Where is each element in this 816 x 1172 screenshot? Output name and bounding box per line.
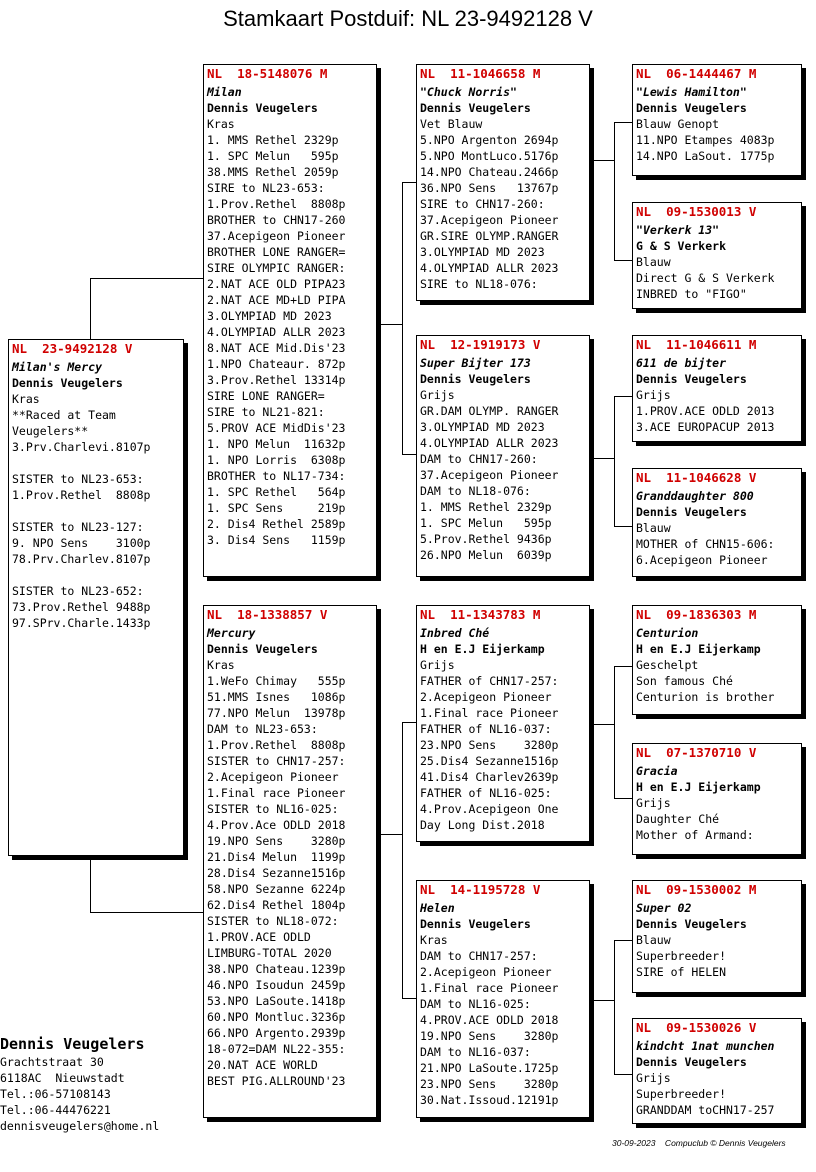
info-line: 3. Dis4 Sens 1159p: [207, 533, 346, 547]
info-line: 8.NAT ACE Mid.Dis'23: [207, 341, 346, 355]
info-line: LIMBURG-TOTAL 2020: [207, 946, 332, 960]
info-line: 23.NPO Sens 3280p: [420, 1077, 559, 1091]
connector-line: [614, 122, 632, 123]
ring-number: NL 09-1530013 V: [636, 204, 757, 219]
footer-credit: 30-09-2023 Compuclub © Dennis Veugelers: [612, 1138, 786, 1148]
pigeon-card-ssd: [632, 202, 802, 309]
pigeon-card-sire-sire: [416, 64, 590, 301]
info-line: 3.OLYMPIAD MD 2023: [420, 420, 545, 434]
info-line: 2.Acepigeon Pioneer: [420, 690, 552, 704]
pigeon-card-dam: [203, 605, 377, 1118]
info-line: 62.Dis4 Rethel 1804p: [207, 898, 346, 912]
info-line: Grijs: [636, 796, 671, 810]
info-line: 19.NPO Sens 3280p: [207, 834, 346, 848]
info-line: 23.NPO Sens 3280p: [420, 738, 559, 752]
info-line: MOTHER of CHN15-606:: [636, 537, 775, 551]
info-line: 1.Final race Pioneer: [207, 786, 346, 800]
info-line: BEST PIG.ALLROUND'23: [207, 1074, 346, 1088]
info-line: BROTHER to NL17-734:: [207, 469, 346, 483]
connector-line: [90, 856, 91, 912]
ring-number: NL 09-1530026 V: [636, 1020, 757, 1035]
info-line: 1. NPO Melun 11632p: [207, 437, 346, 451]
pigeon-name: Centurion: [636, 626, 699, 640]
info-line: GR.SIRE OLYMP.RANGER: [420, 229, 559, 243]
info-line: 60.NPO Montluc.3236p: [207, 1010, 346, 1024]
info-line: 28.Dis4 Sezanne1516p: [207, 866, 346, 880]
info-line: 20.NAT ACE WORLD: [207, 1058, 318, 1072]
owner-name: Dennis Veugelers: [12, 376, 123, 390]
info-line: Veugelers**: [12, 424, 89, 438]
info-line: 58.NPO Sezanne 6224p: [207, 882, 346, 896]
pigeon-name: Mercury: [207, 626, 256, 640]
pigeon-name: 611 de bijter: [636, 356, 727, 370]
info-line: 2.NAT ACE OLD PIPA23: [207, 277, 346, 291]
info-line: [12, 503, 180, 519]
connector-line: [614, 940, 632, 941]
connector-line: [614, 1074, 632, 1075]
connector-line: [594, 458, 614, 459]
info-line: Geschelpt: [636, 658, 699, 672]
owner-name: Dennis Veugelers: [636, 101, 747, 115]
connector-line: [614, 396, 632, 397]
connector-line: [594, 724, 614, 725]
pigeon-card-sdd: [632, 468, 802, 577]
pigeon-card-sds: [632, 335, 802, 442]
ring-number: NL 07-1370710 V: [636, 745, 757, 760]
info-line: Blauw: [636, 255, 671, 269]
info-line: Blauw Genopt: [636, 117, 720, 131]
info-line: 21.NPO LaSoute.1725p: [420, 1061, 559, 1075]
info-line: FATHER of NL16-025:: [420, 786, 552, 800]
ring-number: NL 14-1195728 V: [420, 882, 541, 897]
info-line: 2. Dis4 Rethel 2589p: [207, 517, 346, 531]
info-line: 78.Prv.Charlev.8107p: [12, 552, 151, 566]
info-line: 2.NAT ACE MD+LD PIPA: [207, 293, 346, 307]
info-line: GR.DAM OLYMP. RANGER: [420, 404, 559, 418]
owner-name: Dennis Veugelers: [420, 101, 531, 115]
owner-name: Dennis Veugelers: [207, 101, 318, 115]
info-line: 19.NPO Sens 3280p: [420, 1029, 559, 1043]
info-line: 3.OLYMPIAD MD 2023: [420, 245, 545, 259]
pigeon-card-subject: [8, 339, 184, 856]
connector-line: [402, 998, 416, 999]
info-line: 2.Acepigeon Pioneer: [420, 965, 552, 979]
owner-name: H en E.J Eijerkamp: [420, 642, 545, 656]
info-line: SIRE to NL23-653:: [207, 181, 325, 195]
info-line: 4.OLYMPIAD ALLR 2023: [420, 436, 559, 450]
info-line: Mother of Armand:: [636, 828, 754, 842]
info-line: Daughter Ché: [636, 812, 720, 826]
connector-line: [614, 666, 615, 798]
pigeon-name: Milan's Mercy: [12, 360, 103, 374]
info-line: Kras: [207, 117, 235, 131]
info-line: 14.NPO Chateau.2466p: [420, 165, 559, 179]
info-line: 1. SPC Melun 595p: [207, 149, 339, 163]
ring-number: NL 23-9492128 V: [12, 341, 133, 356]
ring-number: NL 09-1836303 M: [636, 607, 757, 622]
info-line: 97.SPrv.Charle.1433p: [12, 616, 151, 630]
info-line: 66.NPO Argento.2939p: [207, 1026, 346, 1040]
info-line: 53.NPO LaSoute.1418p: [207, 994, 346, 1008]
connector-line: [90, 278, 204, 279]
connector-line: [90, 278, 91, 340]
info-line: 4.OLYMPIAD ALLR 2023: [420, 261, 559, 275]
pigeon-name: Granddaughter 800: [636, 489, 754, 503]
info-line: FATHER of CHN17-257:: [420, 674, 559, 688]
owner-name: Dennis Veugelers: [420, 917, 531, 931]
info-line: 30.Nat.Issoud.12191p: [420, 1093, 559, 1107]
info-line: BROTHER to CHN17-260: [207, 213, 346, 227]
info-line: 37.Acepigeon Pioneer: [207, 229, 346, 243]
connector-line: [614, 396, 615, 526]
connector-line: [614, 666, 632, 667]
connector-line: [380, 834, 402, 835]
info-line: Grijs: [636, 388, 671, 402]
info-line: SISTER to CHN17-257:: [207, 754, 346, 768]
info-line: 5.Prov.Rethel 9436p: [420, 532, 552, 546]
info-line: SIRE LONE RANGER=: [207, 389, 325, 403]
owner-name: Dennis Veugelers: [207, 642, 318, 656]
ring-number: NL 06-1444467 M: [636, 66, 757, 81]
ring-number: NL 11-1343783 M: [420, 607, 541, 622]
info-line: 1.NPO Chateaur. 872p: [207, 357, 346, 371]
ring-number: NL 18-1338857 V: [207, 607, 328, 622]
pigeon-name: kindcht 1nat munchen: [636, 1039, 775, 1053]
info-line: Centurion is brother: [636, 690, 775, 704]
owner-name: Dennis Veugelers: [636, 505, 747, 519]
info-line: 1. MMS Rethel 2329p: [207, 133, 339, 147]
info-line: [12, 567, 180, 583]
owner-name: Dennis Veugelers: [636, 917, 747, 931]
connector-line: [594, 1000, 614, 1001]
connector-line: [614, 122, 615, 260]
pigeon-card-dam-dam: [416, 880, 590, 1118]
ring-number: NL 12-1919173 V: [420, 337, 541, 352]
info-line: 41.Dis4 Charlev2639p: [420, 770, 559, 784]
info-line: [12, 455, 180, 471]
info-line: Blauw: [636, 521, 671, 535]
ring-number: NL 09-1530002 M: [636, 882, 757, 897]
info-line: 4.Prov.Acepigeon One: [420, 802, 559, 816]
info-line: 46.NPO Isoudun 2459p: [207, 978, 346, 992]
info-line: 14.NPO LaSout. 1775p: [636, 149, 775, 163]
connector-line: [402, 454, 416, 455]
info-line: 1. SPC Rethel 564p: [207, 485, 346, 499]
pigeon-name: Super 02: [636, 901, 692, 915]
info-line: 1.Prov.Rethel 8808p: [12, 488, 151, 502]
info-line: 4.PROV.ACE ODLD 2018: [420, 1013, 559, 1027]
info-line: SISTER to NL16-025:: [207, 802, 339, 816]
info-line: 3.OLYMPIAD MD 2023: [207, 309, 332, 323]
info-line: FATHER of NL16-037:: [420, 722, 552, 736]
info-line: Grijs: [420, 658, 455, 672]
info-line: SIRE OLYMPIC RANGER:: [207, 261, 346, 275]
owner-name: H en E.J Eijerkamp: [636, 642, 761, 656]
info-line: SISTER to NL23-652:: [12, 584, 144, 598]
info-line: 11.NPO Etampes 4083p: [636, 133, 775, 147]
info-line: 37.Acepigeon Pioneer: [420, 468, 559, 482]
info-line: 5.NPO Argenton 2694p: [420, 133, 559, 147]
info-line: GRANDDAM toCHN17-257: [636, 1103, 775, 1117]
info-line: **Raced at Team: [12, 408, 116, 422]
info-line: 3.Prov.Rethel 13314p: [207, 373, 346, 387]
info-line: DAM to NL23-653:: [207, 722, 318, 736]
owner-name: Dennis Veugelers: [636, 372, 747, 386]
info-line: Blauw: [636, 933, 671, 947]
info-line: DAM to NL16-037:: [420, 1045, 531, 1059]
info-line: 4.Prov.Ace ODLD 2018: [207, 818, 346, 832]
pigeon-card-sire: [203, 64, 377, 577]
pigeon-name: "Verkerk 13": [636, 223, 720, 237]
owner-name: G & S Verkerk: [636, 239, 727, 253]
info-line: Kras: [12, 392, 40, 406]
pigeon-name: "Lewis Hamilton": [636, 85, 747, 99]
owner-name: H en E.J Eijerkamp: [636, 780, 761, 794]
info-line: 1. NPO Lorris 6308p: [207, 453, 346, 467]
info-line: 1. SPC Sens 219p: [207, 501, 346, 515]
info-line: 2.Acepigeon Pioneer: [207, 770, 339, 784]
info-line: 3.Prv.Charlevi.8107p: [12, 440, 151, 454]
info-line: 1.Prov.Rethel 8808p: [207, 738, 346, 752]
info-line: Direct G & S Verkerk: [636, 271, 775, 285]
breeder-line: Tel.:06-44476221: [0, 1103, 111, 1117]
owner-name: Dennis Veugelers: [636, 1055, 747, 1069]
connector-line: [402, 182, 403, 454]
breeder-line: 6118AC Nieuwstadt: [0, 1071, 125, 1085]
ring-number: NL 11-1046611 M: [636, 337, 757, 352]
info-line: Grijs: [420, 388, 455, 402]
pigeon-name: Inbred Ché: [420, 626, 490, 640]
info-line: 51.MMS Isnes 1086p: [207, 690, 346, 704]
breeder-line: Tel.:06-57108143: [0, 1087, 111, 1101]
pigeon-card-dam-sire: [416, 605, 590, 842]
info-line: Day Long Dist.2018: [420, 818, 545, 832]
info-line: 1.PROV.ACE ODLD 2013: [636, 404, 775, 418]
connector-line: [614, 940, 615, 1074]
connector-line: [402, 722, 416, 723]
info-line: Kras: [420, 933, 448, 947]
info-line: 6.Acepigeon Pioneer: [636, 553, 768, 567]
info-line: 1.Prov.Rethel 8808p: [207, 197, 346, 211]
info-line: 1.PROV.ACE ODLD: [207, 930, 311, 944]
info-line: Son famous Ché: [636, 674, 733, 688]
connector-line: [614, 526, 632, 527]
info-line: DAM to CHN17-257:: [420, 949, 538, 963]
pigeon-card-dds: [632, 880, 802, 993]
info-line: SISTER to NL18-072:: [207, 914, 339, 928]
info-line: 37.Acepigeon Pioneer: [420, 213, 559, 227]
pigeon-card-ddd: [632, 1018, 802, 1124]
info-line: 9. NPO Sens 3100p: [12, 536, 151, 550]
info-line: 18-072=DAM NL22-355:: [207, 1042, 346, 1056]
info-line: Superbreeder!: [636, 1087, 727, 1101]
info-line: 1. MMS Rethel 2329p: [420, 500, 552, 514]
info-line: 4.OLYMPIAD ALLR 2023: [207, 325, 346, 339]
connector-line: [90, 912, 204, 913]
info-line: INBRED to "FIGO": [636, 287, 747, 301]
info-line: SIRE of HELEN: [636, 965, 727, 979]
connector-line: [614, 260, 632, 261]
info-line: 73.Prov.Rethel 9488p: [12, 600, 151, 614]
info-line: SIRE to CHN17-260:: [420, 197, 545, 211]
info-line: 1.WeFo Chimay 555p: [207, 674, 346, 688]
info-line: SIRE to NL21-821:: [207, 405, 325, 419]
ring-number: NL 18-5148076 M: [207, 66, 328, 81]
connector-line: [402, 722, 403, 998]
connector-line: [380, 324, 402, 325]
pigeon-card-dss: [632, 605, 802, 715]
info-line: 26.NPO Melun 6039p: [420, 548, 552, 562]
info-line: 77.NPO Melun 13978p: [207, 706, 346, 720]
info-line: 21.Dis4 Melun 1199p: [207, 850, 346, 864]
info-line: Vet Blauw: [420, 117, 483, 131]
info-line: SISTER to NL23-653:: [12, 472, 144, 486]
info-line: 25.Dis4 Sezanne1516p: [420, 754, 559, 768]
ring-number: NL 11-1046658 M: [420, 66, 541, 81]
info-line: Superbreeder!: [636, 949, 727, 963]
info-line: BROTHER LONE RANGER=: [207, 245, 346, 259]
pigeon-name: Gracia: [636, 764, 678, 778]
info-line: SIRE to NL18-076:: [420, 277, 538, 291]
info-line: SISTER to NL23-127:: [12, 520, 144, 534]
pigeon-card-dsd: [632, 743, 802, 855]
connector-line: [614, 798, 632, 799]
info-line: 38.MMS Rethel 2059p: [207, 165, 339, 179]
page-title: Stamkaart Postduif: NL 23-9492128 V: [223, 6, 593, 31]
pigeon-name: Super Bijter 173: [420, 356, 531, 370]
pigeon-name: Milan: [207, 85, 242, 99]
pigeon-name: Helen: [420, 901, 455, 915]
breeder-email: dennisveugelers@home.nl: [0, 1119, 160, 1133]
connector-line: [594, 160, 614, 161]
info-line: 5.NPO MontLuco.5176p: [420, 149, 559, 163]
breeder-line: Grachtstraat 30: [0, 1055, 104, 1069]
info-line: 36.NPO Sens 13767p: [420, 181, 559, 195]
info-line: 1.Final race Pioneer: [420, 981, 559, 995]
pigeon-card-sire-dam: [416, 335, 590, 577]
info-line: 5.PROV ACE MidDis'23: [207, 421, 346, 435]
connector-line: [402, 182, 416, 183]
breeder-name: Dennis Veugelers: [0, 1035, 145, 1053]
info-line: DAM to CHN17-260:: [420, 452, 538, 466]
breeder-address: [0, 1034, 159, 1134]
info-line: DAM to NL18-076:: [420, 484, 531, 498]
ring-number: NL 11-1046628 V: [636, 470, 757, 485]
owner-name: Dennis Veugelers: [420, 372, 531, 386]
info-line: 1. SPC Melun 595p: [420, 516, 552, 530]
pigeon-name: "Chuck Norris": [420, 85, 517, 99]
info-line: 1.Final race Pioneer: [420, 706, 559, 720]
info-line: Grijs: [636, 1071, 671, 1085]
info-line: Kras: [207, 658, 235, 672]
info-line: 3.ACE EUROPACUP 2013: [636, 420, 775, 434]
info-line: 38.NPO Chateau.1239p: [207, 962, 346, 976]
pigeon-card-sss: [632, 64, 802, 176]
info-line: DAM to NL16-025:: [420, 997, 531, 1011]
